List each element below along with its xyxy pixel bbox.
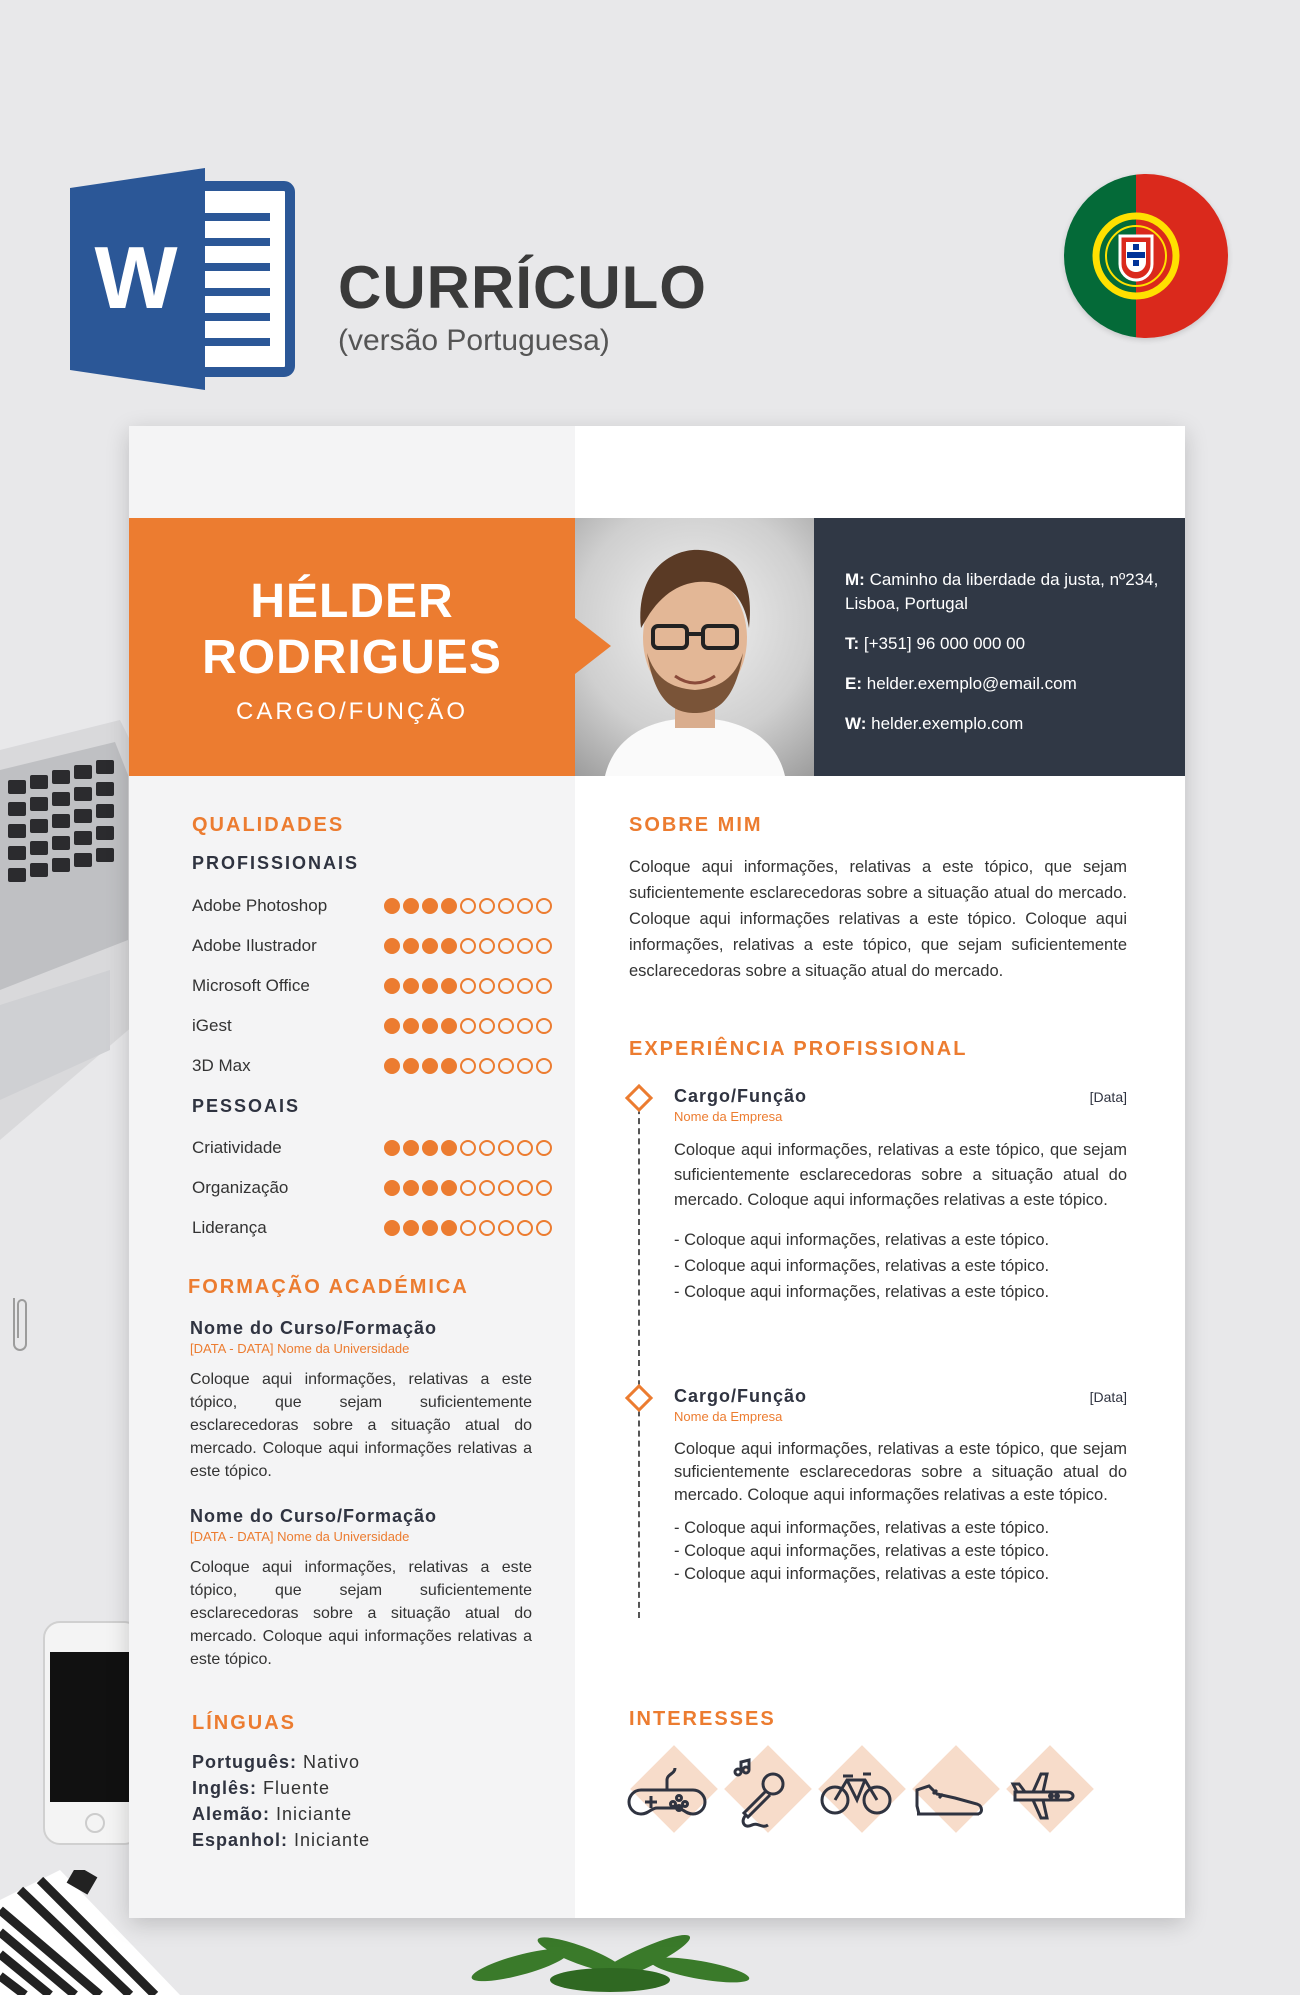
course-meta: [DATA - DATA] Nome da Universidade bbox=[190, 1341, 410, 1356]
course-meta: [DATA - DATA] Nome da Universidade bbox=[190, 1529, 410, 1544]
rating-dot-filled bbox=[422, 1180, 438, 1196]
job-description: Coloque aqui informações, relativas a este tópico, que sejam suficientemente esclarecedoras sobre a situação atual do mercado. Coloque aqui informações relativas a este tópico. bbox=[674, 1440, 1127, 1504]
rating-dot-empty bbox=[479, 938, 495, 954]
rating-dot-filled bbox=[441, 978, 457, 994]
rating-dot-empty bbox=[479, 1058, 495, 1074]
language-item: Espanhol: Iniciante bbox=[192, 1830, 371, 1850]
rating-dot-filled bbox=[441, 898, 457, 914]
course-description: Coloque aqui informações, relativas a este tópico, que sejam suficientemente esclarecedoras sobre a situação atual do mercado. Coloque aqui informações relativas a este tópico. bbox=[190, 1559, 532, 1668]
skill-row bbox=[192, 1176, 552, 1200]
education-item bbox=[190, 1506, 532, 1671]
plant-decoration bbox=[460, 1915, 760, 1995]
rating-dot-empty bbox=[536, 1220, 552, 1236]
interests-title: INTERESSES bbox=[629, 1708, 776, 1730]
skill-row bbox=[192, 1054, 552, 1078]
rating-dot-empty bbox=[460, 1140, 476, 1156]
skill-rating bbox=[384, 978, 552, 994]
rating-dot-filled bbox=[422, 1140, 438, 1156]
skill-label: 3D Max bbox=[192, 1056, 251, 1075]
rating-dot-filled bbox=[384, 978, 400, 994]
rating-dot-empty bbox=[536, 898, 552, 914]
rating-dot-empty bbox=[498, 1018, 514, 1034]
rating-dot-filled bbox=[384, 1018, 400, 1034]
rating-dot-empty bbox=[517, 1058, 533, 1074]
experience-title: EXPERIÊNCIA PROFISSIONAL bbox=[629, 1038, 968, 1060]
rating-dot-empty bbox=[536, 1058, 552, 1074]
contact-address: M: Caminho da liberdade da justa, nº234, Lisboa, Portugal bbox=[845, 570, 1159, 613]
rating-dot-empty bbox=[498, 898, 514, 914]
skill-row bbox=[192, 1216, 552, 1240]
rating-dot-empty bbox=[460, 1180, 476, 1196]
portugal-flag-icon bbox=[1064, 174, 1228, 338]
experience-item bbox=[674, 1086, 1127, 1305]
timeline-marker-icon bbox=[625, 1084, 653, 1112]
rating-dot-filled bbox=[422, 1058, 438, 1074]
svg-text:W: W bbox=[94, 228, 178, 327]
rating-dot-empty bbox=[517, 1140, 533, 1156]
job-title: Cargo/Função bbox=[674, 1086, 808, 1106]
rating-dot-empty bbox=[517, 1220, 533, 1236]
rating-dot-empty bbox=[460, 1058, 476, 1074]
rating-dot-filled bbox=[403, 1018, 419, 1034]
language-item: Inglês: Fluente bbox=[192, 1778, 331, 1798]
name-block bbox=[129, 518, 575, 776]
company-name: Nome da Empresa bbox=[674, 1409, 783, 1424]
course-name: Nome do Curso/Formação bbox=[190, 1318, 438, 1338]
skill-rating bbox=[384, 938, 552, 954]
rating-dot-empty bbox=[498, 1220, 514, 1236]
language-item: Alemão: Iniciante bbox=[192, 1804, 353, 1824]
rating-dot-empty bbox=[498, 1180, 514, 1196]
rating-dot-filled bbox=[403, 898, 419, 914]
rating-dot-empty bbox=[536, 1140, 552, 1156]
word-logo-icon bbox=[70, 168, 296, 390]
rating-dot-empty bbox=[460, 898, 476, 914]
skill-label: Adobe Ilustrador bbox=[192, 936, 317, 955]
contact-phone: T: [+351] 96 000 000 00 bbox=[845, 634, 1026, 653]
job-date: [Data] bbox=[1089, 1389, 1127, 1405]
rating-dot-empty bbox=[479, 978, 495, 994]
contact-email: E: helder.exemplo@email.com bbox=[845, 674, 1077, 693]
skill-rating bbox=[384, 1018, 552, 1034]
skill-label: Organização bbox=[192, 1178, 289, 1197]
skill-row bbox=[192, 974, 552, 998]
rating-dot-filled bbox=[384, 1180, 400, 1196]
company-name: Nome da Empresa bbox=[674, 1109, 783, 1124]
skill-row bbox=[192, 894, 552, 918]
rating-dot-empty bbox=[536, 938, 552, 954]
rating-dot-empty bbox=[479, 1220, 495, 1236]
rating-dot-empty bbox=[460, 1018, 476, 1034]
airplane-icon bbox=[1003, 1752, 1075, 1824]
job-title: Cargo/Função bbox=[674, 1386, 808, 1406]
job-bullets bbox=[674, 1227, 1127, 1305]
professional-title: PROFISSIONAIS bbox=[192, 853, 360, 873]
contact-website: W: helder.exemplo.com bbox=[845, 714, 1024, 733]
skill-label: Liderança bbox=[192, 1218, 267, 1237]
skill-label: iGest bbox=[192, 1016, 232, 1035]
rating-dot-empty bbox=[517, 1018, 533, 1034]
rating-dot-empty bbox=[460, 1220, 476, 1236]
languages-title: LÍNGUAS bbox=[192, 1712, 296, 1734]
job-bullet: - Coloque aqui informações, relativas a este tópico. bbox=[674, 1542, 1050, 1560]
skill-rating bbox=[384, 898, 552, 914]
about-title: SOBRE MIM bbox=[629, 814, 763, 836]
skill-label: Criatividade bbox=[192, 1138, 282, 1157]
rating-dot-filled bbox=[384, 1220, 400, 1236]
course-name: Nome do Curso/Formação bbox=[190, 1506, 438, 1526]
rating-dot-filled bbox=[403, 1058, 419, 1074]
first-name: HÉLDER bbox=[250, 575, 454, 628]
rating-dot-filled bbox=[384, 898, 400, 914]
gamepad-icon bbox=[627, 1752, 699, 1824]
rating-dot-filled bbox=[441, 1140, 457, 1156]
rating-dot-filled bbox=[441, 1180, 457, 1196]
rating-dot-filled bbox=[422, 1018, 438, 1034]
rating-dot-filled bbox=[403, 978, 419, 994]
rating-dot-filled bbox=[441, 1058, 457, 1074]
skill-label: Microsoft Office bbox=[192, 976, 310, 995]
rating-dot-empty bbox=[536, 1180, 552, 1196]
rating-dot-filled bbox=[403, 938, 419, 954]
rating-dot-filled bbox=[384, 1140, 400, 1156]
job-bullet: - Coloque aqui informações, relativas a este tópico. bbox=[674, 1231, 1050, 1249]
last-name: RODRIGUES bbox=[202, 631, 502, 684]
contact-block bbox=[814, 518, 1185, 776]
interests-icons bbox=[627, 1752, 1075, 1824]
skill-label: Adobe Photoshop bbox=[192, 896, 328, 915]
skill-rating bbox=[384, 1180, 552, 1196]
skill-row bbox=[192, 1136, 552, 1160]
skill-rating bbox=[384, 1140, 552, 1156]
language-item: Português: Nativo bbox=[192, 1752, 361, 1772]
rating-dot-empty bbox=[460, 978, 476, 994]
rating-dot-empty bbox=[517, 978, 533, 994]
bicycle-icon bbox=[815, 1752, 887, 1824]
rating-dot-filled bbox=[441, 938, 457, 954]
job-bullets bbox=[674, 1517, 1127, 1586]
rating-dot-empty bbox=[498, 978, 514, 994]
rating-dot-empty bbox=[536, 978, 552, 994]
rating-dot-filled bbox=[422, 978, 438, 994]
job-bullet: - Coloque aqui informações, relativas a este tópico. bbox=[674, 1283, 1050, 1301]
rating-dot-empty bbox=[479, 1180, 495, 1196]
skill-row bbox=[192, 934, 552, 958]
paperclip-decoration bbox=[0, 1290, 32, 1360]
microphone-icon bbox=[721, 1752, 793, 1824]
qualities-title: QUALIDADES bbox=[192, 814, 345, 836]
timeline-marker-icon bbox=[625, 1384, 653, 1412]
rating-dot-empty bbox=[479, 1018, 495, 1034]
job-description: Coloque aqui informações, relativas a este tópico, que sejam suficientemente esclarecedoras sobre a situação atual do mercado. Coloque aqui informações relativas a este tópico. bbox=[674, 1141, 1127, 1209]
rating-dot-empty bbox=[517, 938, 533, 954]
personal-title: PESSOAIS bbox=[192, 1096, 301, 1116]
experience-item bbox=[674, 1386, 1127, 1586]
rating-dot-filled bbox=[441, 1018, 457, 1034]
education-title: FORMAÇÃO ACADÉMICA bbox=[188, 1276, 469, 1298]
education-item bbox=[190, 1318, 532, 1483]
rating-dot-filled bbox=[403, 1180, 419, 1196]
skill-rating bbox=[384, 1058, 552, 1074]
rating-dot-empty bbox=[460, 938, 476, 954]
rating-dot-empty bbox=[479, 1140, 495, 1156]
rating-dot-filled bbox=[422, 898, 438, 914]
rating-dot-empty bbox=[517, 1180, 533, 1196]
rating-dot-filled bbox=[422, 1220, 438, 1236]
job-bullet: - Coloque aqui informações, relativas a este tópico. bbox=[674, 1257, 1050, 1275]
rating-dot-empty bbox=[498, 938, 514, 954]
rating-dot-filled bbox=[403, 1220, 419, 1236]
rating-dot-empty bbox=[498, 1140, 514, 1156]
rating-dot-empty bbox=[517, 898, 533, 914]
page-title: CURRÍCULO bbox=[338, 254, 707, 321]
job-bullet: - Coloque aqui informações, relativas a este tópico. bbox=[674, 1519, 1050, 1537]
rating-dot-filled bbox=[422, 938, 438, 954]
laptop-decoration bbox=[0, 720, 140, 1150]
resume-header bbox=[129, 518, 1185, 776]
about-text: Coloque aqui informações, relativas a este tópico, que sejam suficientemente esclarecedoras sobre a situação atual do mercado. Coloque aqui informações relativas a este tópico. Coloque aqui informações, relativas a este tópico, que sejam suficientemente esclarecedoras sobre a situação atual do mercado. bbox=[629, 858, 1127, 980]
rating-dot-filled bbox=[403, 1140, 419, 1156]
rating-dot-filled bbox=[384, 1058, 400, 1074]
job-bullet: - Coloque aqui informações, relativas a este tópico. bbox=[674, 1565, 1050, 1583]
phone-decoration bbox=[40, 1618, 140, 1848]
rating-dot-filled bbox=[384, 938, 400, 954]
sneaker-icon bbox=[909, 1752, 981, 1824]
name-arrow-decoration bbox=[575, 618, 611, 674]
rating-dot-empty bbox=[498, 1058, 514, 1074]
rating-dot-filled bbox=[441, 1220, 457, 1236]
job-role: CARGO/FUNÇÃO bbox=[235, 698, 468, 725]
experience-timeline bbox=[638, 1098, 640, 1618]
skill-rating bbox=[384, 1220, 552, 1236]
rating-dot-empty bbox=[536, 1018, 552, 1034]
rating-dot-empty bbox=[479, 898, 495, 914]
skill-row bbox=[192, 1014, 552, 1038]
course-description: Coloque aqui informações, relativas a este tópico, que sejam suficientemente esclarecedoras sobre a situação atual do mercado. Coloque aqui informações relativas a este tópico. bbox=[190, 1371, 532, 1480]
resume-sheet bbox=[129, 426, 1185, 1918]
page-heading bbox=[338, 254, 707, 358]
page-subtitle: (versão Portuguesa) bbox=[338, 324, 610, 357]
job-date: [Data] bbox=[1089, 1089, 1127, 1105]
